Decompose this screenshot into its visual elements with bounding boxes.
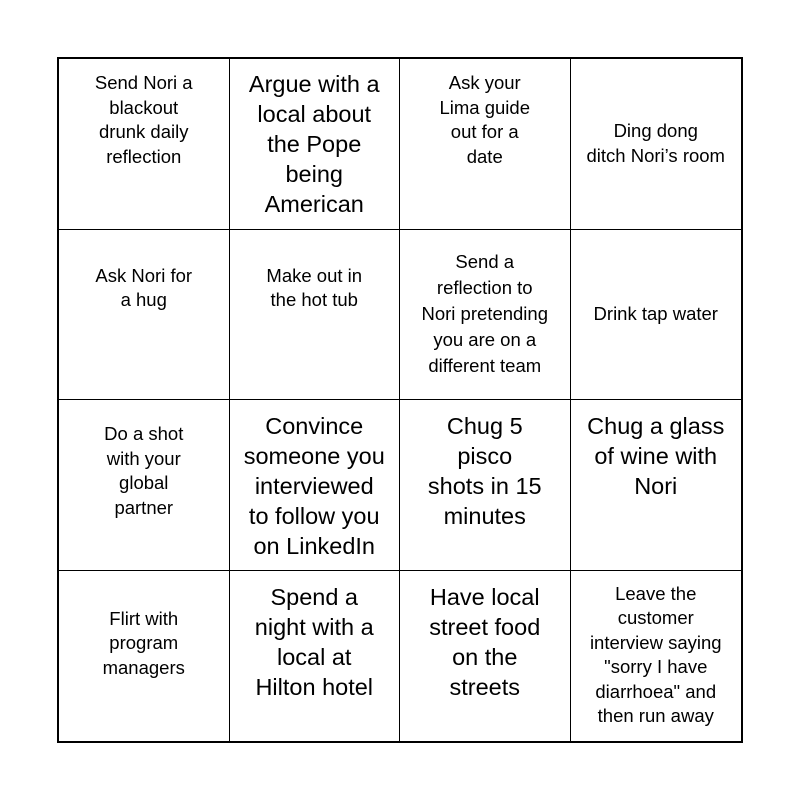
bingo-cell-r4c2[interactable] xyxy=(230,571,401,742)
bingo-cell-text: Ding dong ditch Nori’s room xyxy=(586,120,725,166)
bingo-cell-text: Have local street food on the streets xyxy=(429,583,541,700)
bingo-cell-text: Ask your Lima guide out for a date xyxy=(439,72,530,167)
bingo-cell-text: Spend a night with a local at Hilton hotel xyxy=(254,583,374,700)
bingo-cell-r3c1[interactable] xyxy=(59,400,230,571)
bingo-cell-r1c2[interactable] xyxy=(230,59,401,230)
bingo-cell-r1c4[interactable] xyxy=(571,59,742,230)
bingo-cell-text: Argue with a local about the Pope being American xyxy=(248,70,380,217)
bingo-cell-text: Chug 5 pisco shots in 15 minutes xyxy=(427,413,542,529)
bingo-cell-text: Convince someone you interviewed to follow you on LinkedIn xyxy=(243,413,385,559)
bingo-cell-r2c2[interactable] xyxy=(230,230,401,401)
bingo-cell-text: Drink tap water xyxy=(593,303,718,324)
bingo-cell-text: Ask Nori for a hug xyxy=(95,264,193,310)
bingo-cell-r2c1[interactable] xyxy=(59,230,230,401)
bingo-cell-text: Send Nori a blackout drunk daily reflection xyxy=(94,72,193,167)
bingo-cell-r1c3[interactable] xyxy=(400,59,571,230)
bingo-cell-text: Leave the customer interview saying "sorry I have diarrhoea" and then run away xyxy=(589,582,722,726)
bingo-cell-r3c3[interactable] xyxy=(400,400,571,571)
bingo-cell-text: Make out in the hot tub xyxy=(266,264,363,310)
bingo-cell-r2c3[interactable] xyxy=(400,230,571,401)
bingo-cell-text: Flirt with program managers xyxy=(102,607,185,678)
bingo-cell-r4c1[interactable] xyxy=(59,571,230,742)
bingo-cell-r3c2[interactable] xyxy=(230,400,401,571)
bingo-board xyxy=(57,57,743,743)
bingo-cell-text: Do a shot with your global partner xyxy=(104,423,184,518)
bingo-cell-text: Chug a glass of wine with Nori xyxy=(587,413,725,499)
bingo-cell-text: Send a reflection to Nori pretending you are on a different team xyxy=(421,251,548,377)
bingo-cell-r4c3[interactable] xyxy=(400,571,571,742)
bingo-cell-r1c1[interactable] xyxy=(59,59,230,230)
bingo-cell-r3c4[interactable] xyxy=(571,400,742,571)
bingo-cell-r4c4[interactable] xyxy=(571,571,742,742)
bingo-cell-r2c4[interactable] xyxy=(571,230,742,401)
